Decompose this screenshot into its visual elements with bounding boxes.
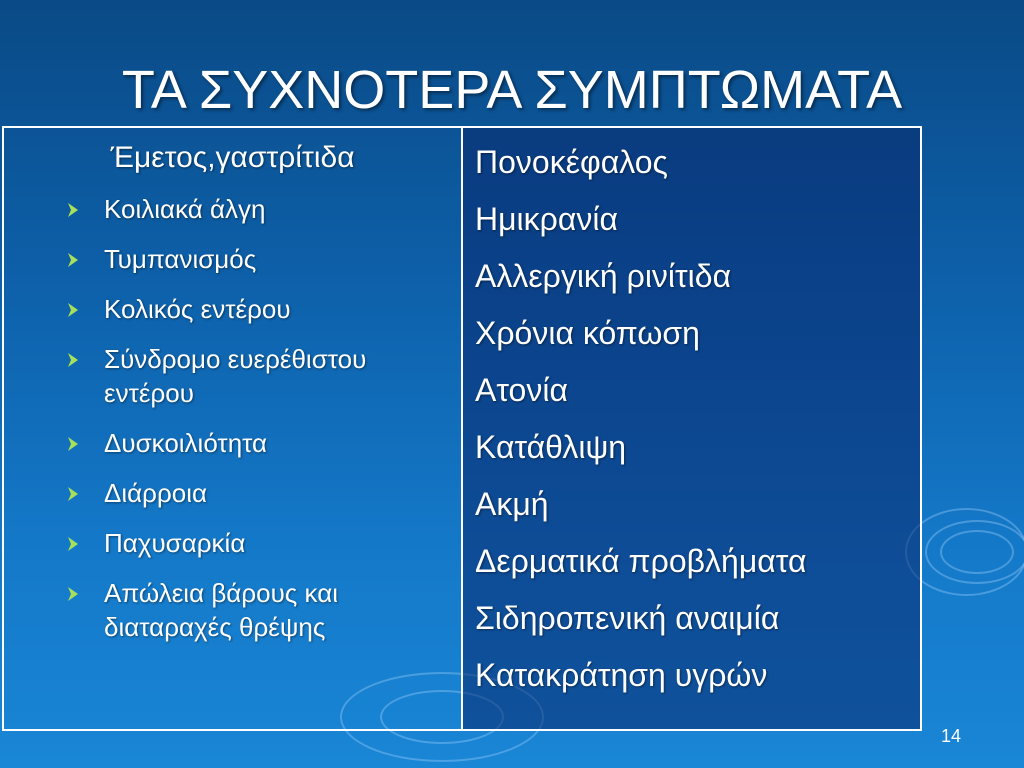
left-column-heading: Έμετος,γαστρίτιδα bbox=[110, 141, 355, 174]
list-item: Πονοκέφαλος bbox=[475, 144, 668, 180]
list-item-label: Παχυσαρκία bbox=[104, 528, 246, 558]
arrow-bullet-icon bbox=[64, 351, 82, 369]
arrow-bullet-icon bbox=[64, 301, 82, 319]
arrow-bullet-icon bbox=[64, 535, 82, 553]
list-item: Ημικρανία bbox=[475, 201, 618, 237]
arrow-bullet-icon bbox=[64, 485, 82, 503]
list-item bbox=[64, 192, 459, 226]
left-column bbox=[4, 128, 463, 729]
list-item-label: Κοιλιακά άλγη bbox=[104, 194, 266, 224]
list-item bbox=[64, 242, 459, 276]
right-symptom-list bbox=[475, 142, 806, 712]
list-item: Ατονία bbox=[475, 372, 568, 408]
arrow-bullet-icon bbox=[64, 585, 82, 603]
arrow-bullet-icon bbox=[64, 201, 82, 219]
list-item-label: Κολικός εντέρου bbox=[104, 294, 291, 324]
list-item bbox=[64, 292, 459, 326]
list-item bbox=[64, 342, 459, 410]
symptoms-table bbox=[2, 126, 922, 731]
list-item-label: Σύνδρομο ευερέθιστου εντέρου bbox=[104, 344, 367, 408]
arrow-bullet-icon bbox=[64, 251, 82, 269]
arrow-bullet-icon bbox=[64, 435, 82, 453]
list-item: Κατάθλιψη bbox=[475, 429, 627, 465]
list-item bbox=[64, 576, 459, 644]
list-item-label: Δυσκοιλιότητα bbox=[104, 428, 268, 458]
list-item-label: Τυμπανισμός bbox=[104, 244, 257, 274]
slide-number: 14 bbox=[940, 726, 962, 746]
right-column bbox=[463, 128, 920, 729]
list-item bbox=[64, 526, 459, 560]
list-item: Αλλεργική ρινίτιδα bbox=[475, 258, 732, 294]
list-item-label: Απώλεια βάρους και διαταραχές θρέψης bbox=[104, 578, 339, 642]
left-bullet-list bbox=[64, 192, 459, 660]
list-item-label: Διάρροια bbox=[104, 478, 208, 508]
list-item: Δερματικά προβλήματα bbox=[475, 543, 807, 579]
list-item bbox=[64, 476, 459, 510]
list-item: Χρόνια κόπωση bbox=[475, 315, 700, 351]
list-item: Κατακράτηση υγρών bbox=[475, 657, 768, 693]
list-item: Σιδηροπενική αναιμία bbox=[475, 600, 780, 636]
list-item bbox=[64, 426, 459, 460]
list-item: Ακμή bbox=[475, 486, 549, 522]
slide-title: ΤΑ ΣΥΧΝΟΤΕΡΑ ΣΥΜΠΤΩΜΑΤΑ bbox=[121, 60, 903, 120]
